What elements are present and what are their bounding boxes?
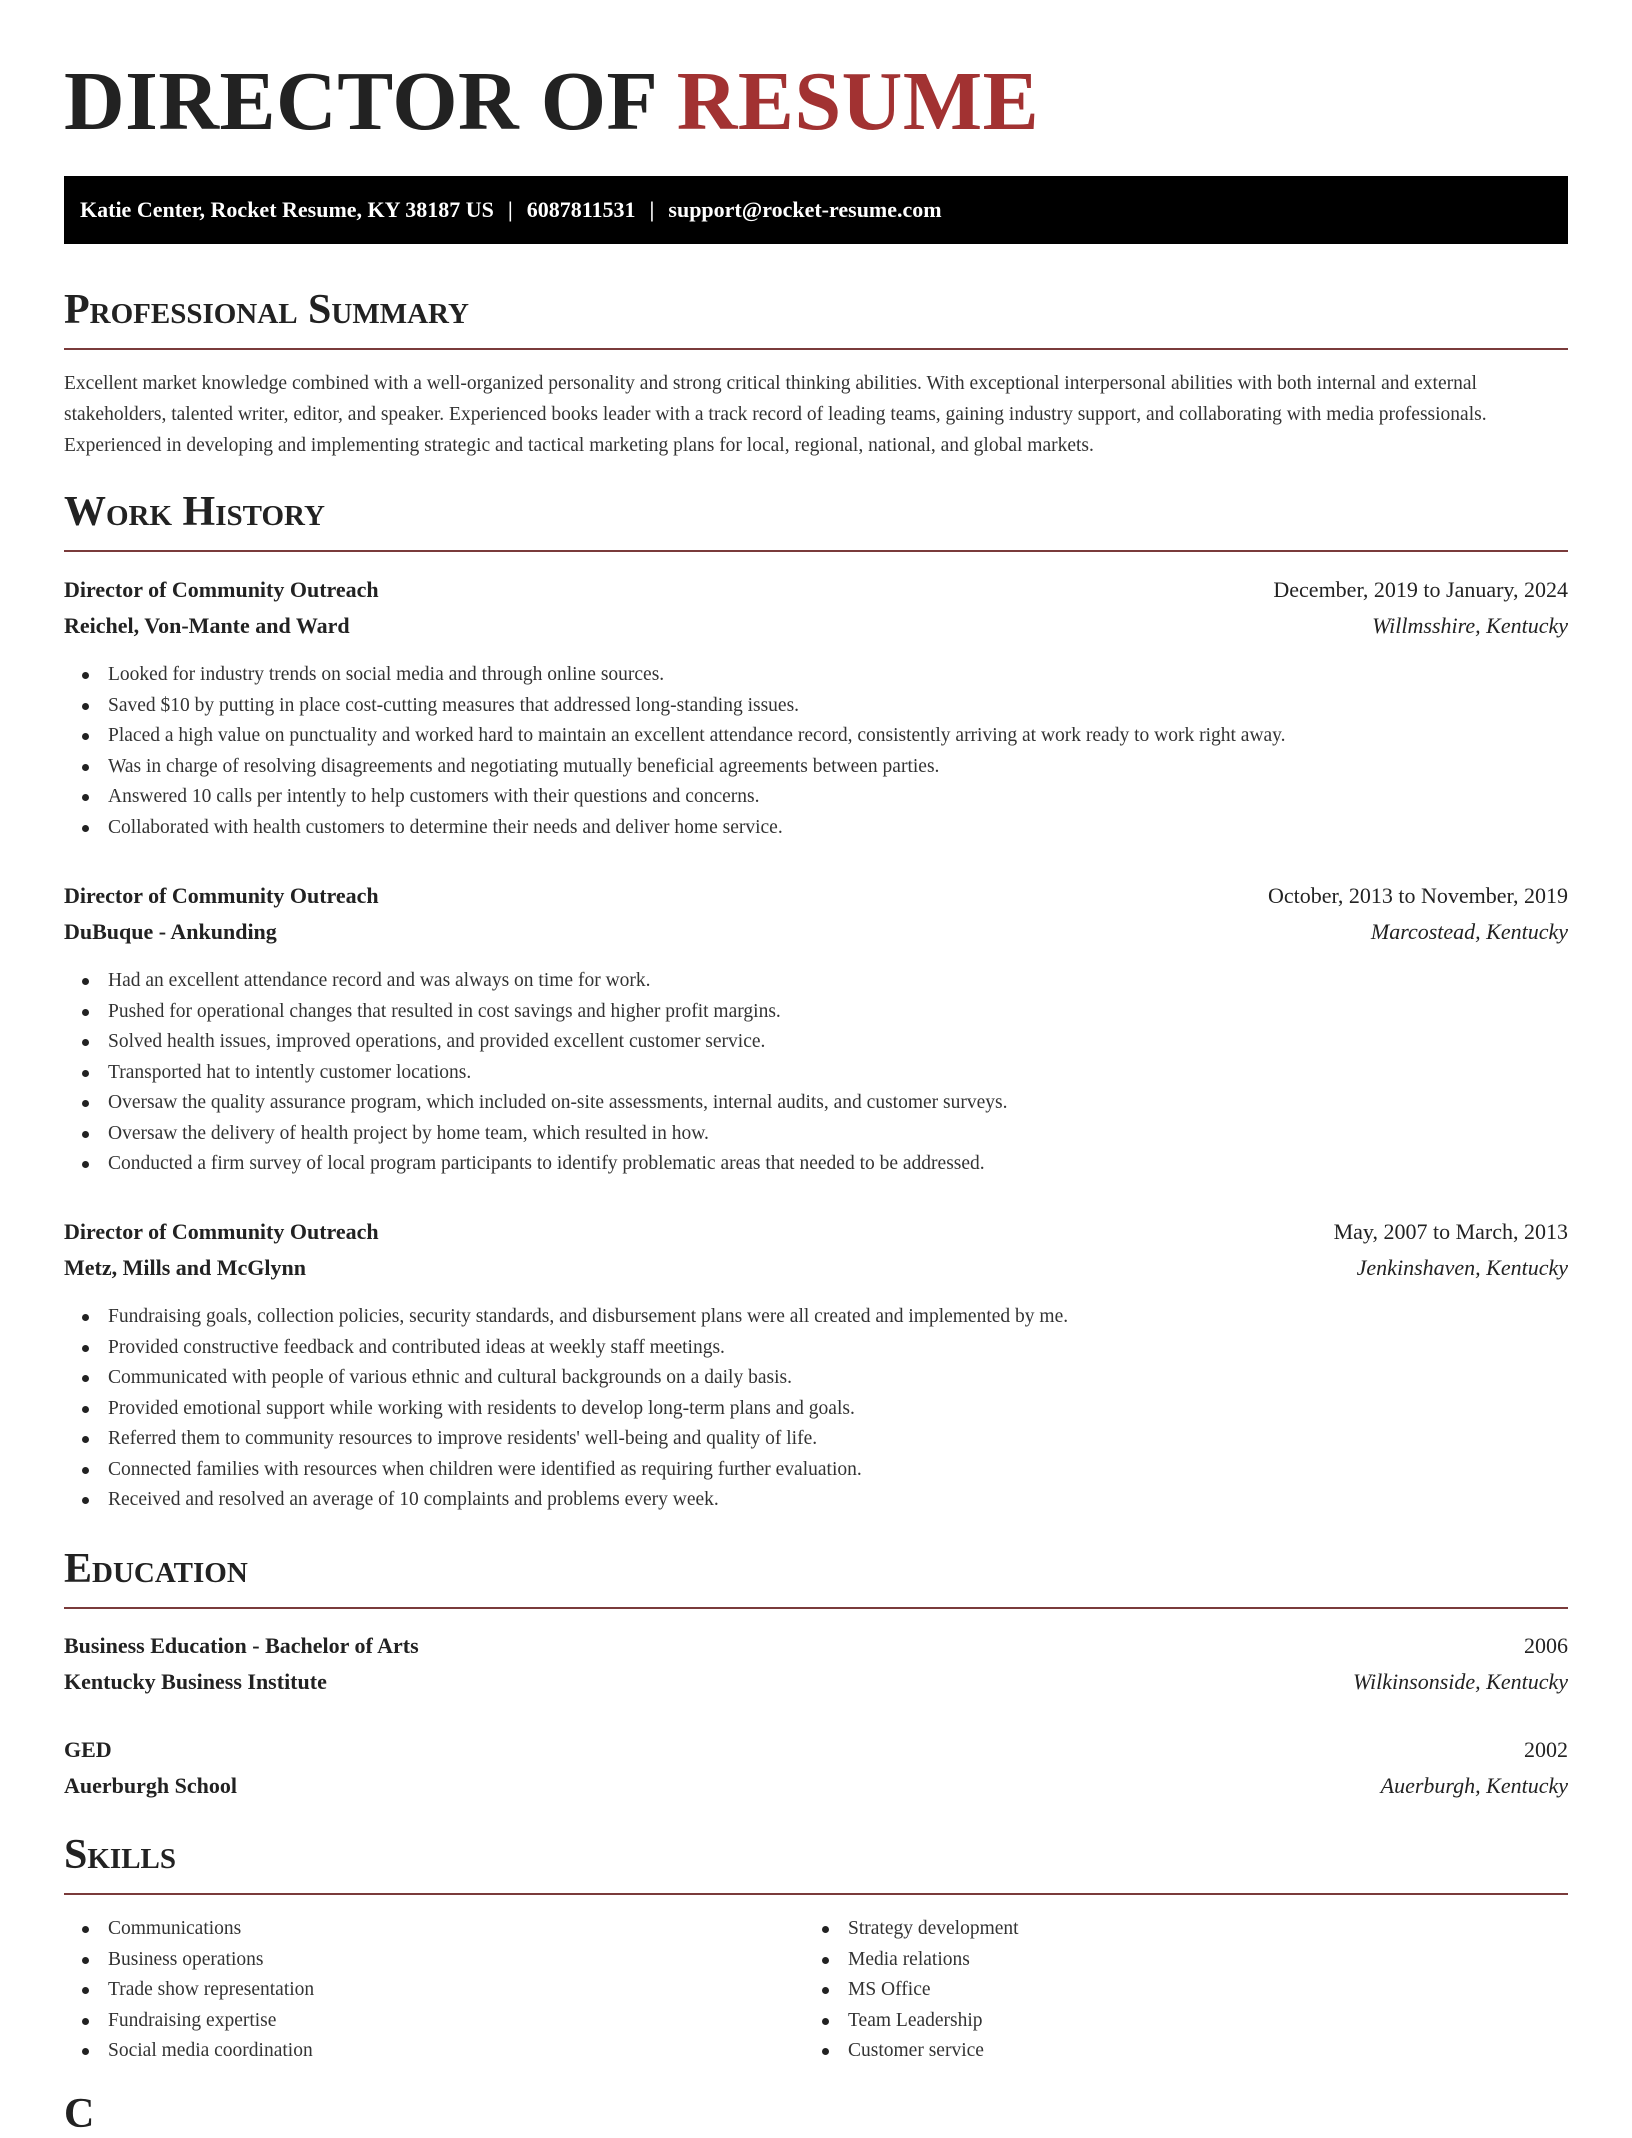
education-school: Auerburgh School (64, 1773, 237, 1798)
contact-bar (64, 176, 1568, 244)
job-role: Director of Community Outreach (64, 1219, 379, 1244)
job-company: Metz, Mills and McGlynn (64, 1255, 306, 1280)
job-company: Reichel, Von-Mante and Ward (64, 613, 350, 638)
list-item: Had an excellent attendance record and was always on time for work. (64, 966, 1568, 997)
job-header (64, 1215, 1568, 1249)
skill-item: Social media coordination (64, 2036, 804, 2067)
skill-item: Media relations (804, 1945, 1568, 1976)
education-header (64, 1733, 1568, 1767)
list-item: Communicated with people of various ethnic and cultural backgrounds on a daily basis. (64, 1363, 1568, 1394)
skill-item: Communications (64, 1914, 804, 1945)
education-year: 2006 (1524, 1633, 1568, 1658)
education-school: Kentucky Business Institute (64, 1669, 327, 1694)
education-location: Auerburgh, Kentucky (1380, 1773, 1568, 1798)
skills-list-left (64, 1914, 804, 2067)
list-item: Placed a high value on punctuality and worked hard to maintain an excellent attendance record, consistently arriving at work ready to work right away. (64, 721, 1568, 752)
list-item: Provided emotional support while working with residents to develop long-term plans and goals. (64, 1394, 1568, 1425)
skill-item: MS Office (804, 1975, 1568, 2006)
list-item: Conducted a firm survey of local program participants to identify problematic areas that needed to be addressed. (64, 1149, 1568, 1180)
skill-item: Business operations (64, 1945, 804, 1976)
skill-item: Team Leadership (804, 2006, 1568, 2037)
skills-list-right (804, 1914, 1568, 2067)
list-item: Referred them to community resources to improve residents' well-being and quality of life. (64, 1424, 1568, 1455)
job-dates: December, 2019 to January, 2024 (1273, 577, 1568, 602)
contact-separator: | (507, 197, 513, 222)
skills-heading: Skills (64, 1831, 1568, 1895)
skill-item: Fundraising expertise (64, 2006, 804, 2037)
job-company: DuBuque - Ankunding (64, 919, 277, 944)
job-role: Director of Community Outreach (64, 577, 379, 602)
skill-item: Trade show representation (64, 1975, 804, 2006)
list-item: Provided constructive feedback and contributed ideas at weekly staff meetings. (64, 1333, 1568, 1364)
list-item: Fundraising goals, collection policies, security standards, and disbursement plans were all created and implemented by me. (64, 1302, 1568, 1333)
contact-email: support@rocket-resume.com (668, 197, 942, 222)
list-item: Transported hat to intently customer locations. (64, 1058, 1568, 1089)
job-subheader (64, 609, 1568, 643)
contact-phone: 6087811531 (526, 197, 636, 222)
list-item: Connected families with resources when children were identified as requiring further evaluation. (64, 1455, 1568, 1486)
list-item: Collaborated with health customers to determine their needs and deliver home service. (64, 813, 1568, 844)
job-bullets (64, 966, 1568, 1180)
skill-item: Strategy development (804, 1914, 1568, 1945)
summary-text: Excellent market knowledge combined with a well-organized personality and strong critical thinking abilities. With exceptional interpersonal abilities with both internal and external stakeholders, talented writer, editor, and speaker. Experienced books leader with a track record of leading teams, gaining industry support, and collaborating with media professionals. Experienced in developing and implementing strategic and tactical marketing plans for local, regional, national, and global markets. (64, 373, 1487, 456)
education-header (64, 1629, 1568, 1663)
list-item: Oversaw the quality assurance program, which included on-site assessments, internal audits, and customer surveys. (64, 1088, 1568, 1119)
job-dates: October, 2013 to November, 2019 (1267, 883, 1568, 908)
list-item: Looked for industry trends on social media and through online sources. (64, 660, 1568, 691)
job-dates: May, 2007 to March, 2013 (1333, 1219, 1568, 1244)
title-main: DIRECTOR OF (64, 55, 656, 148)
list-item: Oversaw the delivery of health project by home team, which resulted in how. (64, 1119, 1568, 1150)
job-subheader (64, 1251, 1568, 1285)
education-degree: GED (64, 1737, 112, 1762)
education-heading: Education (64, 1545, 1568, 1609)
work-history-heading: Work History (64, 488, 1568, 552)
job-location: Marcostead, Kentucky (1370, 919, 1568, 944)
list-item: Answered 10 calls per intently to help customers with their questions and concerns. (64, 782, 1568, 813)
title-accent: RESUME (676, 55, 1040, 148)
job-location: Willmsshire, Kentucky (1372, 613, 1568, 638)
list-item: Pushed for operational changes that resulted in cost savings and higher profit margins. (64, 997, 1568, 1028)
skill-item: Customer service (804, 2036, 1568, 2067)
job-bullets (64, 1302, 1568, 1516)
summary-heading: Professional Summary (64, 286, 1568, 350)
education-location: Wilkinsonside, Kentucky (1352, 1669, 1568, 1694)
job-role: Director of Community Outreach (64, 883, 379, 908)
education-degree: Business Education - Bachelor of Arts (64, 1633, 419, 1658)
list-item: Was in charge of resolving disagreements and negotiating mutually beneficial agreements between parties. (64, 752, 1568, 783)
job-header (64, 879, 1568, 913)
job-bullets (64, 660, 1568, 843)
job-subheader (64, 915, 1568, 949)
job-location: Jenkinshaven, Kentucky (1356, 1255, 1568, 1280)
list-item: Received and resolved an average of 10 complaints and problems every week. (64, 1485, 1568, 1516)
resume-title (64, 52, 1039, 152)
list-item: Saved $10 by putting in place cost-cutting measures that addressed long-standing issues. (64, 691, 1568, 722)
education-year: 2002 (1524, 1737, 1568, 1762)
education-subheader (64, 1665, 1568, 1699)
list-item: Solved health issues, improved operations, and provided excellent customer service. (64, 1027, 1568, 1058)
next-section-heading: C (64, 2091, 95, 2137)
job-header (64, 573, 1568, 607)
education-subheader (64, 1769, 1568, 1803)
contact-separator: | (649, 197, 655, 222)
contact-address: Katie Center, Rocket Resume, KY 38187 US (80, 197, 494, 222)
